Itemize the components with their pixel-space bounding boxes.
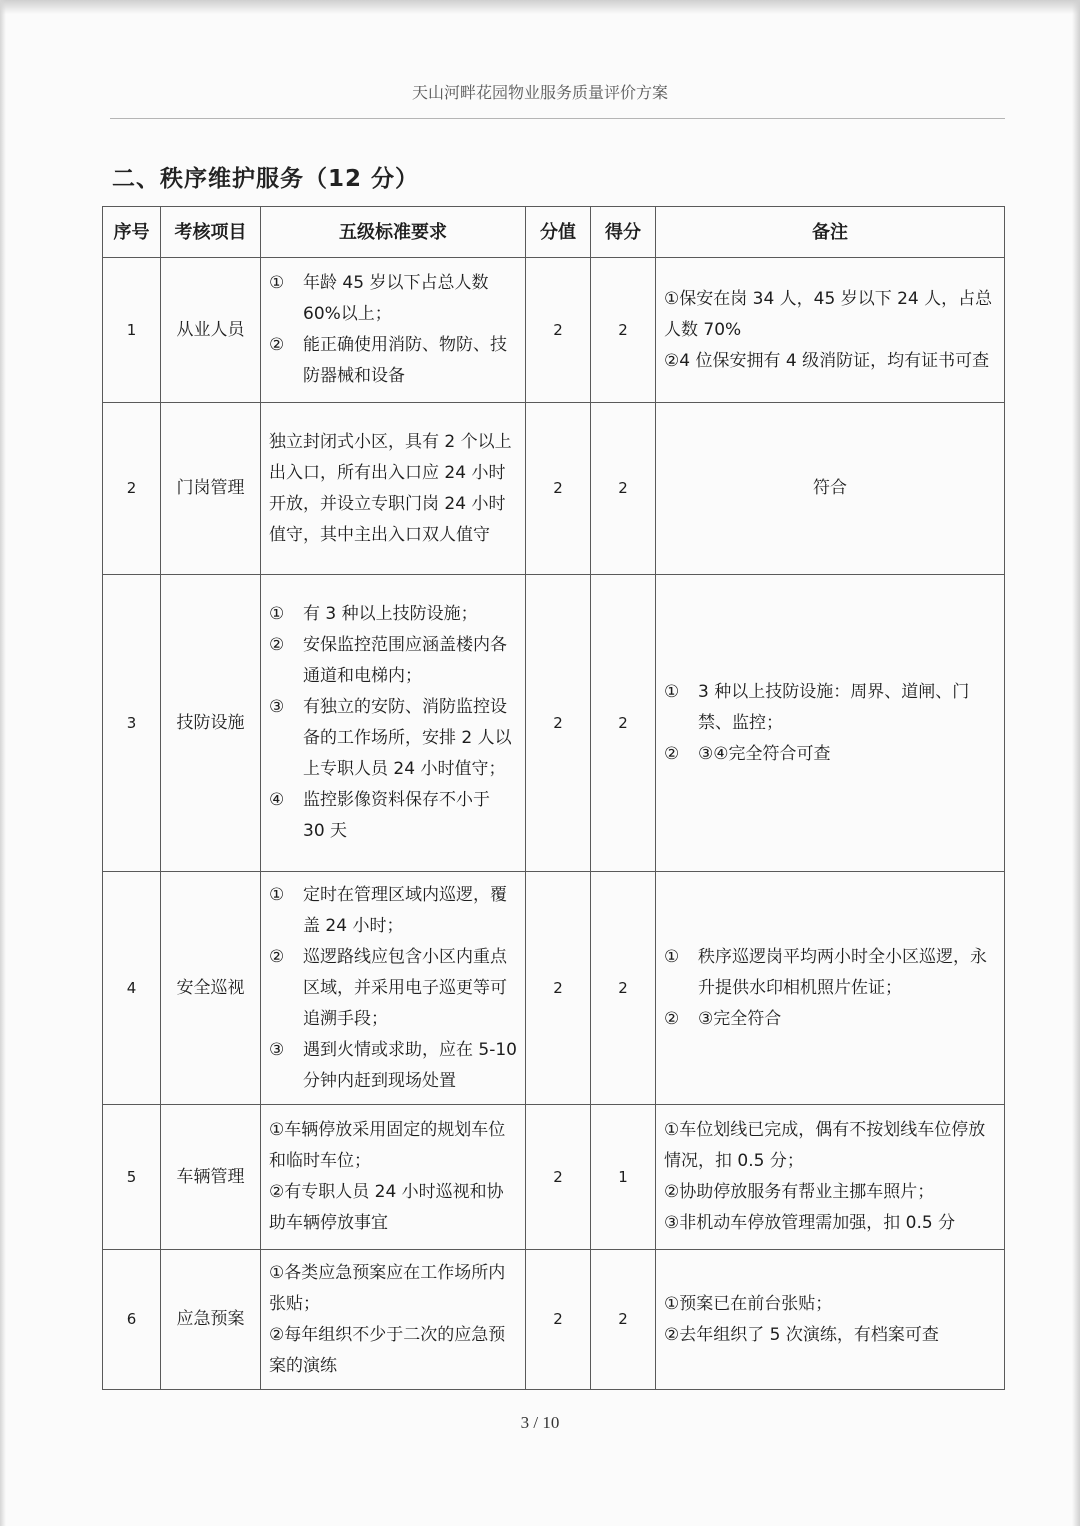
list-item: ①车辆停放采用固定的规划车位和临时车位；	[269, 1120, 506, 1171]
list-item: ①保安在岗 34 人，45 岁以下 24 人，占总人数 70%	[664, 288, 993, 340]
row-score: 2	[591, 872, 656, 1105]
row-notes	[656, 872, 1005, 1105]
row-requirements	[261, 1105, 526, 1250]
list-item: ① 秩序巡逻岗平均两小时全小区巡逻，永升提供水印相机照片佐证；	[664, 946, 987, 998]
column-header-notes: 备注	[656, 207, 1005, 258]
list-item: ① 3 种以上技防设施：周界、道闸、门禁、监控；	[664, 681, 970, 733]
list-item: ③ 有独立的安防、消防监控设备的工作场所，安排 2 人以上专职人员 24 小时值守；	[269, 697, 512, 779]
list-item: ②协助停放服务有帮业主挪车照片；	[664, 1182, 935, 1202]
row-score-value: 2	[526, 258, 591, 403]
row-requirements	[261, 872, 526, 1105]
row-score-value: 2	[526, 403, 591, 575]
column-header-score-value: 分值	[526, 207, 591, 258]
list-item: ②4 位保安拥有 4 级消防证，均有证书可查	[664, 350, 990, 371]
row-notes	[656, 575, 1005, 872]
row-notes	[656, 1105, 1005, 1250]
header-divider	[110, 118, 1005, 119]
column-header-score: 得分	[591, 207, 656, 258]
list-item: 独立封闭式小区，具有 2 个以上出入口，所有出入口应 24 小时开放，并设立专职门岗 24 小时值守，其中主出入口双人值守	[269, 431, 512, 545]
list-item: ② 安保监控范围应涵盖楼内各通道和电梯内；	[269, 635, 507, 686]
page-edge-shadow	[0, 0, 6, 1526]
row-requirements	[261, 1250, 526, 1390]
list-item: ② 巡逻路线应包含小区内重点区域，并采用电子巡更等可追溯手段；	[269, 946, 507, 1029]
list-item: ③非机动车停放管理需加强，扣 0.5 分	[664, 1213, 956, 1233]
list-item: ②有专职人员 24 小时巡视和协助车辆停放事宜	[269, 1182, 504, 1233]
row-item: 安全巡视	[161, 872, 261, 1105]
row-notes	[656, 1250, 1005, 1390]
row-item: 技防设施	[161, 575, 261, 872]
list-item: ① 定时在管理区域内巡逻，覆盖 24 小时；	[269, 884, 507, 936]
row-score: 2	[591, 1250, 656, 1390]
section-title: 二、秩序维护服务（12 分）	[112, 166, 420, 192]
row-score-value: 2	[526, 1250, 591, 1390]
row-score: 2	[591, 575, 656, 872]
row-index: 1	[103, 258, 161, 403]
list-item: ④ 监控影像资料保存不小于 30 天	[269, 790, 490, 841]
document-header-title: 天山河畔花园物业服务质量评价方案	[411, 83, 668, 102]
list-item: ③ 遇到火情或求助，应在 5-10 分钟内赶到现场处置	[269, 1039, 517, 1091]
row-item: 从业人员	[161, 258, 261, 403]
list-item: ①预案已在前台张贴；	[664, 1293, 833, 1314]
evaluation-table	[102, 206, 1005, 1390]
list-item: ①各类应急预案应在工作场所内张贴；	[269, 1262, 506, 1314]
table-header-row	[103, 207, 1005, 258]
row-index: 3	[103, 575, 161, 872]
row-index: 2	[103, 403, 161, 575]
row-item: 车辆管理	[161, 1105, 261, 1250]
list-item: ② ③完全符合	[664, 1008, 782, 1029]
row-requirements	[261, 575, 526, 872]
list-item: ② ③④完全符合可查	[664, 743, 831, 764]
page-edge-shadow	[0, 0, 1080, 14]
list-item: ① 有 3 种以上技防设施；	[269, 604, 478, 624]
row-score-value: 2	[526, 872, 591, 1105]
list-item: ① 年龄 45 岁以下占总人数 60%以上；	[269, 273, 489, 324]
table-row	[103, 258, 1005, 403]
row-score: 2	[591, 403, 656, 575]
row-index: 5	[103, 1105, 161, 1250]
row-index: 4	[103, 872, 161, 1105]
table-row	[103, 1105, 1005, 1250]
table-row	[103, 872, 1005, 1105]
page-number: 3 / 10	[520, 1413, 560, 1432]
row-requirements	[261, 258, 526, 403]
list-item: ①车位划线已完成，偶有不按划线车位停放情况，扣 0.5 分；	[664, 1120, 986, 1171]
row-notes: 符合	[656, 403, 1005, 575]
row-score-value: 2	[526, 1105, 591, 1250]
page-edge-shadow	[1072, 0, 1080, 1526]
row-notes	[656, 258, 1005, 403]
column-header-requirements: 五级标准要求	[261, 207, 526, 258]
list-item: ② 能正确使用消防、物防、技防器械和设备	[269, 335, 507, 386]
row-index: 6	[103, 1250, 161, 1390]
table-row	[103, 403, 1005, 575]
table-row	[103, 575, 1005, 872]
row-score: 2	[591, 258, 656, 403]
row-item: 门岗管理	[161, 403, 261, 575]
row-item: 应急预案	[161, 1250, 261, 1390]
row-score: 1	[591, 1105, 656, 1250]
column-header-index: 序号	[103, 207, 161, 258]
table-row	[103, 1250, 1005, 1390]
column-header-item: 考核项目	[161, 207, 261, 258]
row-requirements	[261, 403, 526, 575]
list-item: ②去年组织了 5 次演练，有档案可查	[664, 1324, 939, 1345]
row-score-value: 2	[526, 575, 591, 872]
list-item: ②每年组织不少于二次的应急预案的演练	[269, 1324, 506, 1376]
